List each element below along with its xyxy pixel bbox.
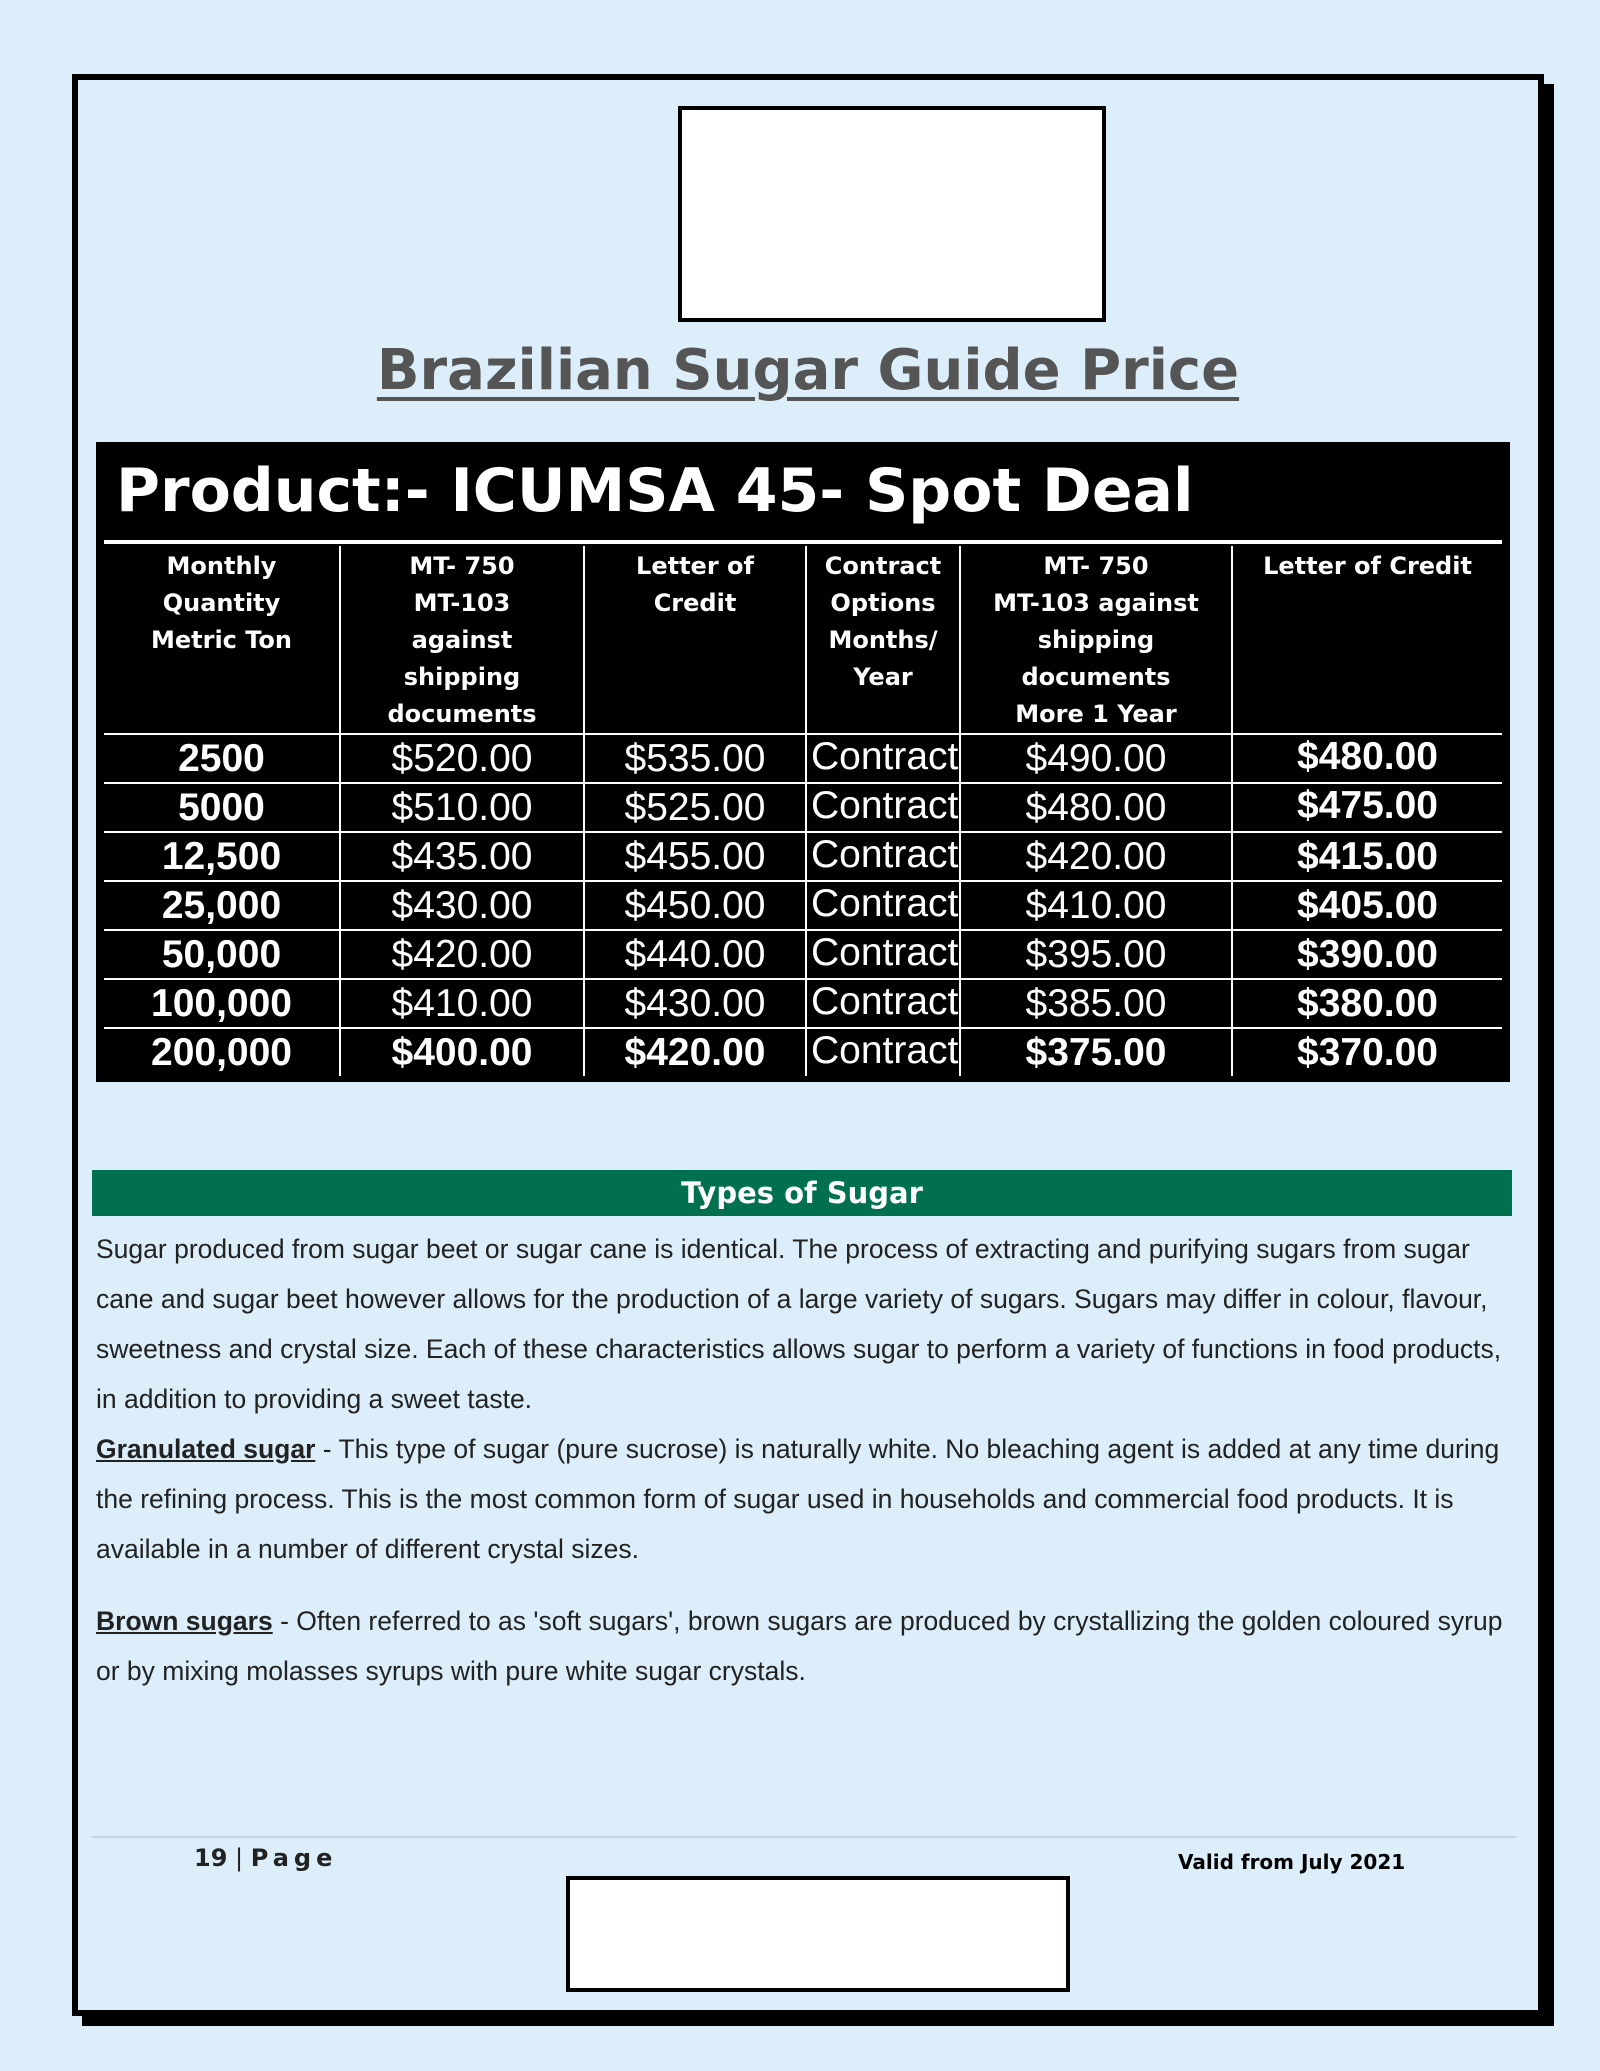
logo-placeholder-bottom bbox=[566, 1876, 1070, 1992]
table-cell: $450.00 bbox=[584, 881, 806, 930]
table-cell: Contract bbox=[806, 783, 960, 832]
table-cell: $440.00 bbox=[584, 930, 806, 979]
table-cell: $420.00 bbox=[340, 930, 584, 979]
column-header bbox=[960, 546, 1232, 734]
table-cell: Contract bbox=[806, 1028, 960, 1076]
page-title: Brazilian Sugar Guide Price bbox=[376, 338, 1240, 403]
table-cell: $455.00 bbox=[584, 832, 806, 881]
table-cell: $510.00 bbox=[340, 783, 584, 832]
column-header-line: Months/ bbox=[828, 626, 938, 654]
page-number-separator: | bbox=[227, 1844, 251, 1872]
product-heading: Product:- ICUMSA 45- Spot Deal bbox=[116, 456, 1194, 526]
table-header-row bbox=[104, 546, 1502, 734]
column-header-line: MT- 750 bbox=[409, 552, 515, 580]
column-header-line: Year bbox=[853, 663, 913, 691]
column-header-line: Credit bbox=[653, 589, 737, 617]
table-cell: $385.00 bbox=[960, 979, 1232, 1028]
table-row bbox=[104, 783, 1502, 832]
table-cell: $430.00 bbox=[340, 881, 584, 930]
table-cell: Contract bbox=[806, 881, 960, 930]
table-cell: $435.00 bbox=[340, 832, 584, 881]
table-cell: 2500 bbox=[104, 734, 340, 783]
table-cell: $380.00 bbox=[1232, 979, 1502, 1028]
brown-paragraph bbox=[96, 1596, 1516, 1696]
footer-divider bbox=[92, 1836, 1516, 1838]
page-number bbox=[194, 1844, 337, 1872]
column-header-line: Options bbox=[830, 589, 936, 617]
page-frame bbox=[72, 74, 1544, 2016]
table-cell: Contract bbox=[806, 734, 960, 783]
table-cell: 5000 bbox=[104, 783, 340, 832]
table-cell: $475.00 bbox=[1232, 783, 1502, 832]
table-cell: 200,000 bbox=[151, 1030, 292, 1074]
column-header bbox=[806, 546, 960, 734]
column-header bbox=[584, 546, 806, 734]
table-cell: $520.00 bbox=[340, 734, 584, 783]
column-header-line: Monthly bbox=[166, 552, 277, 580]
table-cell: $480.00 bbox=[1232, 734, 1502, 783]
column-header-line: Contract bbox=[824, 552, 942, 580]
types-of-sugar-heading: Types of Sugar bbox=[92, 1170, 1512, 1216]
table-cell: $410.00 bbox=[340, 979, 584, 1028]
granulated-sugar-term: Granulated sugar bbox=[96, 1434, 316, 1464]
column-header-line: MT-103 against bbox=[993, 589, 1199, 617]
table-cell: $430.00 bbox=[584, 979, 806, 1028]
column-header-line: Letter of Credit bbox=[1263, 552, 1472, 580]
column-header-line: against bbox=[411, 626, 513, 654]
table-cell: Contract bbox=[806, 930, 960, 979]
price-table bbox=[104, 546, 1502, 1076]
brown-sugars-text: - Often referred to as 'soft sugars', brown sugars are produced by crystallizing the golden coloured syrup or by mixing molasses syrups with pure white sugar crystals. bbox=[96, 1606, 1503, 1686]
table-cell: $370.00 bbox=[1232, 1028, 1502, 1076]
logo-placeholder-top bbox=[678, 106, 1106, 322]
table-cell: $410.00 bbox=[960, 881, 1232, 930]
product-divider bbox=[104, 540, 1502, 544]
valid-date: Valid from July 2021 bbox=[1178, 1850, 1406, 1874]
table-row bbox=[104, 734, 1502, 783]
table-cell: $405.00 bbox=[1232, 881, 1502, 930]
price-table-panel bbox=[96, 442, 1510, 1082]
page-word: Page bbox=[250, 1844, 338, 1872]
table-cell: $400.00 bbox=[340, 1028, 584, 1076]
table-cell: 50,000 bbox=[104, 930, 340, 979]
column-header-line: documents bbox=[1021, 663, 1171, 691]
table-cell: $420.00 bbox=[960, 832, 1232, 881]
column-header bbox=[340, 546, 584, 734]
column-header-line: Quantity bbox=[162, 589, 281, 617]
brown-sugars-term: Brown sugars bbox=[96, 1606, 273, 1636]
table-row bbox=[104, 1028, 1502, 1076]
table-cell: $395.00 bbox=[960, 930, 1232, 979]
table-row bbox=[104, 832, 1502, 881]
table-row bbox=[104, 930, 1502, 979]
column-header-line: More 1 Year bbox=[1015, 700, 1177, 728]
table-cell: 100,000 bbox=[104, 979, 340, 1028]
table-cell: Contract bbox=[806, 832, 960, 881]
table-cell: Contract bbox=[806, 979, 960, 1028]
column-header-line: shipping bbox=[1037, 626, 1155, 654]
types-body bbox=[96, 1224, 1516, 1696]
table-cell: $490.00 bbox=[960, 734, 1232, 783]
column-header-line: Letter of bbox=[636, 552, 754, 580]
column-header-line: MT-103 bbox=[413, 589, 511, 617]
table-cell: 12,500 bbox=[104, 832, 340, 881]
table-cell: $525.00 bbox=[584, 783, 806, 832]
column-header-line: Metric Ton bbox=[150, 626, 293, 654]
intro-paragraph: Sugar produced from sugar beet or sugar cane is identical. The process of extracting and purifying sugars from sugar cane and sugar beet however allows for the production of a large variety of sugars. Sugars may differ in colour, flavour, sweetness and crystal size. Each of these characteristics allows sugar to perform a variety of functions in food products, in addition to providing a sweet taste. bbox=[96, 1234, 1502, 1414]
table-cell: $415.00 bbox=[1232, 832, 1502, 881]
table-cell: $375.00 bbox=[960, 1028, 1232, 1076]
granulated-paragraph bbox=[96, 1424, 1516, 1574]
table-cell: $535.00 bbox=[584, 734, 806, 783]
table-cell: $480.00 bbox=[960, 783, 1232, 832]
table-row bbox=[104, 979, 1502, 1028]
table-cell: $420.00 bbox=[584, 1028, 806, 1076]
column-header bbox=[1232, 546, 1502, 734]
column-header bbox=[104, 546, 340, 734]
table-row bbox=[104, 881, 1502, 930]
table-cell: 25,000 bbox=[104, 881, 340, 930]
granulated-sugar-text: - This type of sugar (pure sucrose) is naturally white. No bleaching agent is added at any time during the refining process. This is the most common form of sugar used in households and commercial food products. It is available in a number of different crystal sizes. bbox=[96, 1434, 1500, 1564]
column-header-line: documents bbox=[387, 700, 537, 728]
page-number-value: 19 bbox=[194, 1844, 228, 1872]
table-cell: $390.00 bbox=[1232, 930, 1502, 979]
column-header-line: shipping bbox=[403, 663, 521, 691]
column-header-line: MT- 750 bbox=[1043, 552, 1149, 580]
